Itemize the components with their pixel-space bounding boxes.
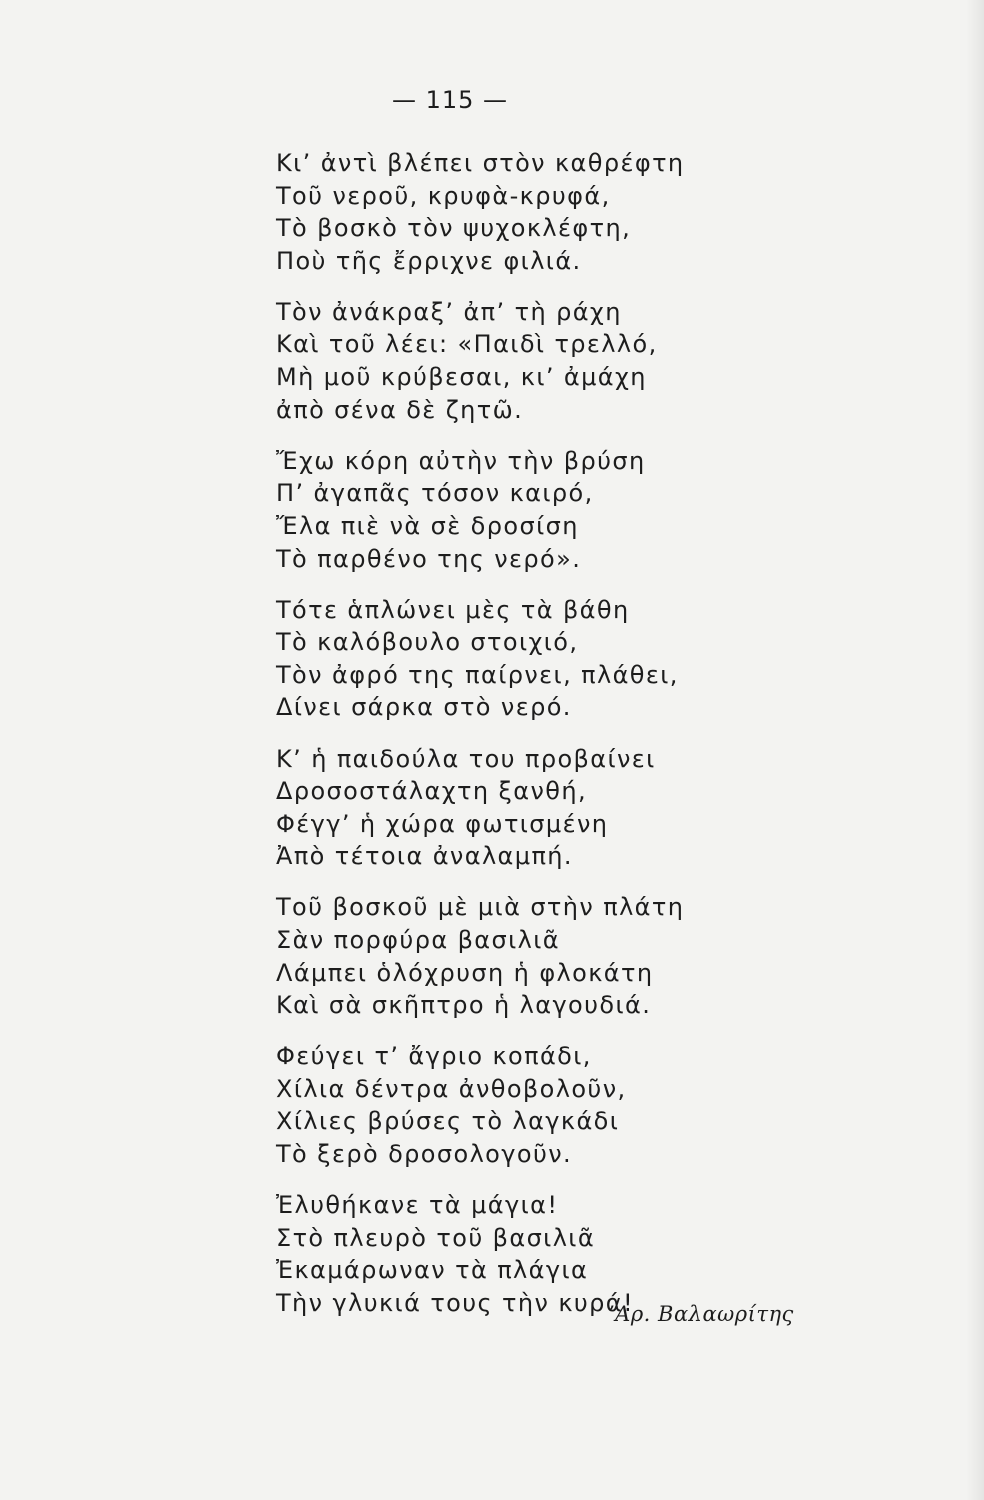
poem-line: Μὴ μοῦ κρύβεσαι, κι’ ἀμάχη <box>276 363 647 392</box>
poem-line: Καὶ τοῦ λέει: «Παιδὶ τρελλό, <box>276 330 658 359</box>
poem-line: Ἀπὸ τέτοια ἀναλαμπή. <box>276 842 573 871</box>
poem-line: Χίλια δέντρα ἀνθοβολοῦν, <box>276 1074 627 1103</box>
poem-line: Κ’ ἡ παιδούλα του προβαίνει <box>276 744 656 773</box>
poem-line: Σὰν πορφύρα βασιλιᾶ <box>276 925 561 954</box>
poem-line: Φεύγει τ’ ἄγριο κοπάδι, <box>276 1042 592 1071</box>
author-signature: ’Αρ. Βαλαωρίτης <box>608 1302 794 1326</box>
stanza <box>276 445 796 575</box>
stanza <box>276 891 796 1021</box>
poem-line: Ἐκαμάρωναν τὰ πλάγια <box>276 1256 589 1285</box>
poem-line: Τότε ἁπλώνει μὲς τὰ βάθη <box>276 595 630 624</box>
poem-line: Π’ ἀγαπᾶς τόσον καιρό, <box>276 479 594 508</box>
poem-line: Ἔλα πιὲ νὰ σὲ δροσίση <box>276 511 579 540</box>
poem-line: Χίλιες βρύσες τὸ λαγκάδι <box>276 1107 620 1136</box>
poem-line: Τὸν ἀνάκραξ’ ἀπ’ τὴ ράχη <box>276 297 622 326</box>
page-number: — 115 — <box>391 86 509 114</box>
poem-line: Κι’ ἀντὶ βλέπει στὸν καθρέφτη <box>276 149 685 177</box>
poem-line: Φέγγ’ ἡ χώρα φωτισμένη <box>276 809 609 838</box>
poem-line: Ἐλυθήκανε τὰ μάγια! <box>276 1191 559 1220</box>
poem-line: Τοῦ νεροῦ, κρυφὰ-κρυφά, <box>276 181 611 210</box>
stanza <box>276 296 796 426</box>
poem-line: Λάμπει ὁλόχρυση ἡ φλοκάτη <box>276 958 654 987</box>
poem-line: Δροσοστάλαχτη ξανθή, <box>276 777 588 806</box>
poem <box>276 147 796 1338</box>
poem-line: Τὴν γλυκιά τους τὴν κυρά! <box>276 1288 635 1317</box>
poem-line: Τὸ βοσκὸ τὸν ψυχοκλέφτη, <box>276 214 632 243</box>
poem-line: Τοῦ βοσκοῦ μὲ μιὰ στὴν πλάτη <box>276 893 685 922</box>
poem-line: Ἔχω κόρη αὐτὴν τὴν βρύση <box>276 446 646 475</box>
stanza <box>276 1040 796 1170</box>
poem-line: Τὸ ξερὸ δροσολογοῦν. <box>276 1140 573 1169</box>
poem-line: Τὸ καλόβουλο στοιχιό, <box>276 628 579 657</box>
poem-line: ἀπὸ σένα δὲ ζητῶ. <box>276 395 524 424</box>
poem-line: Τὸ παρθένο της νερό». <box>276 544 582 573</box>
poem-line: Τὸν ἀφρό της παίρνει, πλάθει, <box>276 660 679 689</box>
stanza <box>276 594 796 724</box>
poem-line: Καὶ σὰ σκῆπτρο ἡ λαγουδιά. <box>276 991 652 1020</box>
poem-line: Ποὺ τῆς ἔρριχνε φιλιά. <box>276 246 582 275</box>
stanza <box>276 147 796 277</box>
poem-line: Δίνει σάρκα στὸ νερό. <box>276 693 572 722</box>
poem-line: Στὸ πλευρὸ τοῦ βασιλιᾶ <box>276 1223 596 1252</box>
stanza <box>276 743 796 873</box>
stanza <box>276 1189 796 1319</box>
